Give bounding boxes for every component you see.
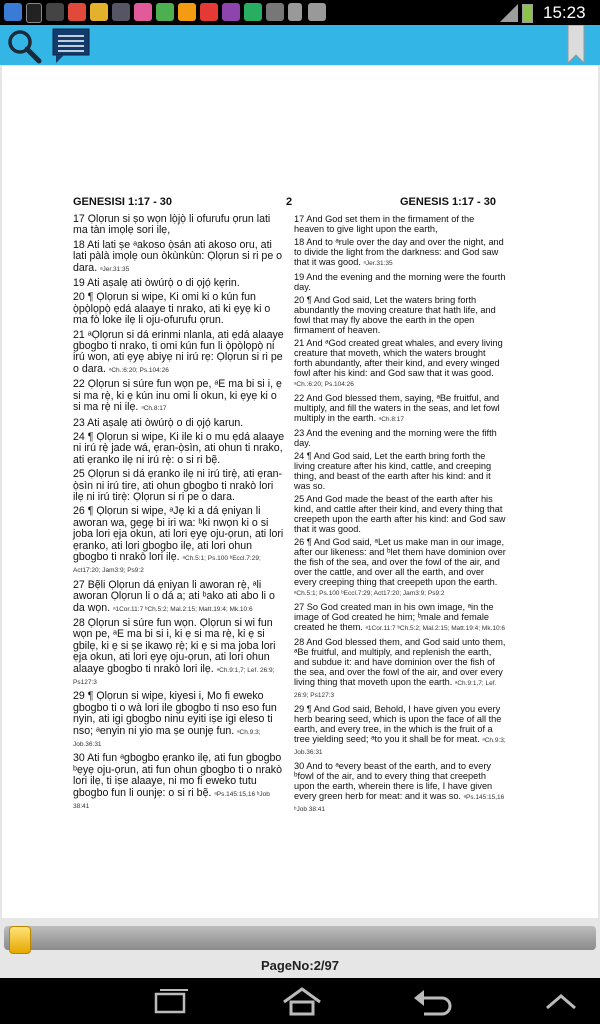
page-header-right: GENESIS 1:17 - 30	[400, 196, 496, 208]
verse-text: 30 And to ᵃevery beast of the earth, and to every ᵇfowl of the air, and to every thing that creepeth upon the earth, wherein there is life, I have given every green herb for meat: and it was so.	[294, 761, 493, 801]
verse-text: 18 Ati lati ṣe ᵃakoso ọ̀sán ati akoso oru, ati lati pàlà imọlẹ oun òkùnkùn: Ọlọrun si ri pe o dara.	[73, 238, 283, 274]
clock: 15:23	[543, 3, 586, 22]
cross-reference: ᵃCh.9:3; Job.36:31	[294, 737, 506, 756]
cross-reference: ᵃCh.:6:20; Ps.104:26	[108, 366, 169, 374]
verse	[294, 451, 506, 491]
verse	[73, 469, 285, 503]
page-number-indicator: PageNo:2/97	[260, 958, 340, 973]
verse-text: 18 And to ᵃrule over the day and over the night, and to divide the light from the darkness: and God saw that it was good.	[294, 237, 504, 267]
recent-apps-icon[interactable]	[150, 988, 190, 1016]
cross-reference: ᵃPs.145:15,16 ᵇJob 38:41	[294, 794, 505, 813]
verse	[294, 537, 506, 599]
verse-text: 21 And ᵃGod created great whales, and every living creature that moveth, which the waters brought forth abundantly, after their kind, and every winged fowl after his kind: and God saw that it was good.	[294, 338, 503, 378]
document-icon	[288, 3, 302, 21]
app-notification-icon	[156, 3, 174, 21]
verse-text: 20 ¶ And God said, Let the waters bring forth abundantly the moving creature that hath life, and fowl that may fly above the earth in the open firmament of heaven.	[294, 295, 496, 335]
search-icon[interactable]	[6, 28, 42, 64]
verse	[73, 418, 285, 429]
bookmark-icon[interactable]	[566, 25, 586, 65]
app-notification-icon	[68, 3, 86, 21]
verse	[73, 580, 285, 615]
cross-reference: ᵃCh.8:17	[378, 416, 404, 423]
verse-text: 19 Ati aṣalẹ ati òwúrọ̀ o di ọjọ́ kẹrin.	[73, 277, 240, 290]
verse-text: 20 ¶ Ọlọrun si wipe, Ki omi ki o kún fun ọ̀pọ̀lọpọ̀ ẹdá alaaye ti nrako, ati ki ẹyẹ ki o ma fò loke ilẹ li oju-ofurufu ọrun.	[73, 291, 271, 327]
verse-text: 23 And the evening and the morning were the fifth day.	[294, 428, 497, 448]
app-notification-icon	[222, 3, 240, 21]
cross-reference: ᵃ1Cor.11:7 ᵇCh.5:2; Mal.2:15; Matt.19:4; Mk.10:6	[113, 605, 253, 613]
verse-text: 25 And God made the beast of the earth after his kind, and cattle after their kind, and every thing that creepeth upon the earth after his kind: and God saw that it was good.	[294, 494, 506, 534]
verse-text: 24 ¶ Ọlọrun si wipe, Ki ile ki o mu ẹdá alaaye ni irú rẹ̀ jade wá, ẹran-ọ̀sìn, ati ohun ti nrako, ati ẹranko ilẹ ni irú rẹ̀: o si ri bẹ̃.	[73, 430, 285, 466]
verse	[294, 494, 506, 534]
verse	[73, 691, 285, 750]
sync-icon	[266, 3, 284, 21]
verse-text: 26 ¶ Ọlọrun si wipe, ᵃJẹ ki a dá ẹniyan li aworan wa, gẹgẹ bi iri wa: ᵇki nwọn ki o si joba lori ẹja okun, ati lori ẹyẹ oju-ọrun, ati lori ẹranko, ati lori gbogbo ilẹ, ati lori ohun gbogbo ti nrakò lori ilẹ.	[73, 505, 284, 563]
verse	[294, 393, 506, 425]
sd-card-icon	[4, 3, 22, 21]
page-header-number: 2	[286, 196, 293, 208]
app-notification-icon	[178, 3, 196, 21]
verse	[73, 506, 285, 576]
verse	[73, 753, 285, 812]
home-icon[interactable]	[280, 986, 324, 1016]
verse	[294, 338, 506, 390]
battery-icon	[522, 4, 533, 23]
verse-text: 27 So God created man in his own image, ᵃin the image of God created he him; ᵇmale and female created he them.	[294, 602, 494, 632]
app-bar	[0, 25, 600, 65]
gallery-notification-icon	[112, 3, 130, 21]
verse	[73, 240, 285, 275]
verse	[294, 214, 506, 234]
verse	[73, 330, 285, 377]
verse-text: 27 Bẹ̃li Ọlọrun dá ẹniyan li aworan rẹ̀, ᵃli aworan Ọlọrun li o dá a; ati ᵇako ati abo li o da wọn.	[73, 578, 275, 614]
verse-text: 19 And the evening and the morning were the fourth day.	[294, 272, 506, 292]
verse	[294, 704, 506, 758]
page-slider-track[interactable]	[4, 926, 596, 950]
verse	[294, 272, 506, 292]
verse	[294, 637, 506, 701]
verse-text: 17 Ọlọrun si ṣo wọn lọ̀jọ̀ li ofurufu ọrun lati ma tàn imọlẹ sori ilẹ,	[73, 213, 271, 237]
verse	[73, 278, 285, 289]
signal-icon	[500, 4, 518, 22]
cross-reference: ᵃJer.31:35	[363, 260, 393, 267]
app-notification-icon	[200, 3, 218, 21]
cross-reference: ᵃCh.5:1; Ps.100 ᵇEccl.7:29; Act17:20; Jam3:9; Ps9:2	[294, 590, 445, 597]
bible-page	[2, 66, 598, 918]
verse	[73, 618, 285, 688]
cross-reference: ᵃCh.8:17	[141, 405, 167, 413]
verse-text: 25 Ọlọrun si dá ẹranko ilẹ ni irú tirẹ̀, ati ẹran-ọ̀sìn ni irú tire, ati ohun gbogbo ti nrakò lori ilẹ ni irú tirẹ̀: Ọlọrun si ri pe o dara.	[73, 468, 283, 503]
verse	[73, 379, 285, 414]
verse-text: 29 ¶ And God said, Behold, I have given you every herb bearing seed, which is upon the face of all the earth, and every tree, in the which is the fruit of a tree yielding seed; ᵃto you it shall be for meat.	[294, 704, 502, 744]
verse-text: 17 And God set them in the firmament of the heaven to give light upon the earth,	[294, 214, 475, 234]
cross-reference: ᵃCh.9:3; Job.36:31	[73, 728, 261, 749]
verse-text: 24 ¶ And God said, Let the earth bring forth the living creature after his kind, cattle, and creeping thing, and beast of the earth after his kind: and it was so.	[294, 451, 492, 491]
gear-notification-icon	[46, 3, 64, 21]
app-notification-icon	[90, 3, 108, 21]
english-column	[294, 214, 506, 818]
cross-reference: ᵃCh.9:1,7; Lef. 26:9; Ps127:3	[294, 680, 497, 699]
verse-text: 28 Ọlọrun si súre fun wọn. Ọlọrun si wi fun wọn pe, ᵃE ma bi si i, ki ẹ si ma rẹ̀, ki ẹ si gbilẹ, ki ẹ si ṣe ikawọ rẹ̀; ki ẹ si ma joba lori ẹja okun, ati lori ẹyẹ oju-ọrun, ati lori ohun alaaye gbogbo ti nrakò lori ilẹ.	[73, 617, 276, 675]
cross-reference: ᵃ1Cor.11:7 ᵇCh.5:2; Mal.2:15; Matt.19:4; Mk.10:6	[365, 625, 506, 632]
verse-text: 22 Ọlọrun si súre fun wọn pe, ᵃE ma bi si i, ẹ si ma rẹ̀, ki ẹ kún inu omi li okun, ki ẹyẹ ki o si ma rẹ̀ ni ilẹ.	[73, 378, 282, 414]
verse-text: 23 Ati aṣalẹ ati òwúrọ̀ o di ọjọ́ karun.	[73, 416, 244, 429]
menu-chevron-up-icon[interactable]	[543, 992, 579, 1012]
cross-reference: ᵃCh.9:1,7; Lef. 26:9; Ps127:3	[73, 666, 275, 687]
verse-text: 26 ¶ And God said, ᵃLet us make man in our image, after our likeness: and ᵇlet them have dominion over the fish of the sea, and over the fowl of the air, and over the cattle, and over all the earth, and over every creeping thing that creepeth upon the earth.	[294, 537, 506, 587]
back-icon[interactable]	[410, 986, 454, 1016]
verse	[73, 292, 285, 326]
cross-reference: ᵃPs.145:15,16 ᵇJob 38:41	[73, 790, 270, 811]
verse	[294, 602, 506, 634]
usb-icon	[26, 3, 42, 23]
cross-reference: ᵃCh.5:1; Ps.100 ᵇEccl.7:29; Act17:20; Jam3:9; Ps9:2	[73, 554, 261, 575]
page-slider-thumb[interactable]	[9, 926, 31, 954]
cross-reference: ᵃJer.31:35	[100, 265, 130, 273]
verse-text: 30 Ati fun ᵃgbogbo ẹranko ilẹ, ati fun gbogbo ᵇẹyẹ oju-ọrun, ati fun ohun gbogbo ti o nrakò lori ilẹ, ti iṣe alaaye, ni mo fi eweko tutu gbogbo fun li ounjẹ: o si ri bẹ̃.	[73, 752, 282, 799]
download-icon	[308, 3, 326, 21]
verse	[294, 761, 506, 815]
verse	[73, 214, 285, 237]
system-nav-bar	[0, 978, 600, 1024]
verse-text: 21 ᵃỌlọrun si dá erinmi nlanla, ati ẹdá alaaye gbogbo ti nrako, ti omi kún fun li ọ̀pọ̀lọpọ̀ ni irú won, ati ẹyẹ abiyẹ ni irú rẹ: Ọlọrun si ri pe o dara.	[73, 328, 284, 375]
notes-icon[interactable]	[52, 28, 92, 64]
verse	[294, 428, 506, 448]
verse-text: 28 And God blessed them, and God said unto them, ᵃBe fruitful, and multiply, and replenish the earth, and subdue it: and have dominion over the fish of the sea, and over the fowl of the air, and over every living thing that moveth upon the earth.	[294, 637, 506, 687]
status-bar	[0, 0, 600, 25]
page-header-left: GENESISI 1:17 - 30	[73, 196, 173, 208]
yoruba-column	[73, 214, 285, 816]
app-notification-icon	[134, 3, 152, 21]
verse	[294, 237, 506, 269]
verse-text: 29 ¶ Ọlọrun si wipe, kiyesi i, Mo fi eweko gbogbo ti o wà lori ile gbogbo ti nso eso fun nyin, ati igi gbogbo ninu eyiti iṣe igi eleso ti nso; ᵃenyin ni yio ma ṣe ounjẹ fun.	[73, 690, 277, 737]
verse-text: 22 And God blessed them, saying, ᵃBe fruitful, and multiply, and fill the waters in the seas, and let fowl multiply in the earth.	[294, 393, 500, 423]
verse	[73, 432, 285, 466]
verse	[294, 295, 506, 335]
cross-reference: ᵃCh.:6:20; Ps.104:26	[294, 381, 354, 388]
app-notification-icon	[244, 3, 262, 21]
